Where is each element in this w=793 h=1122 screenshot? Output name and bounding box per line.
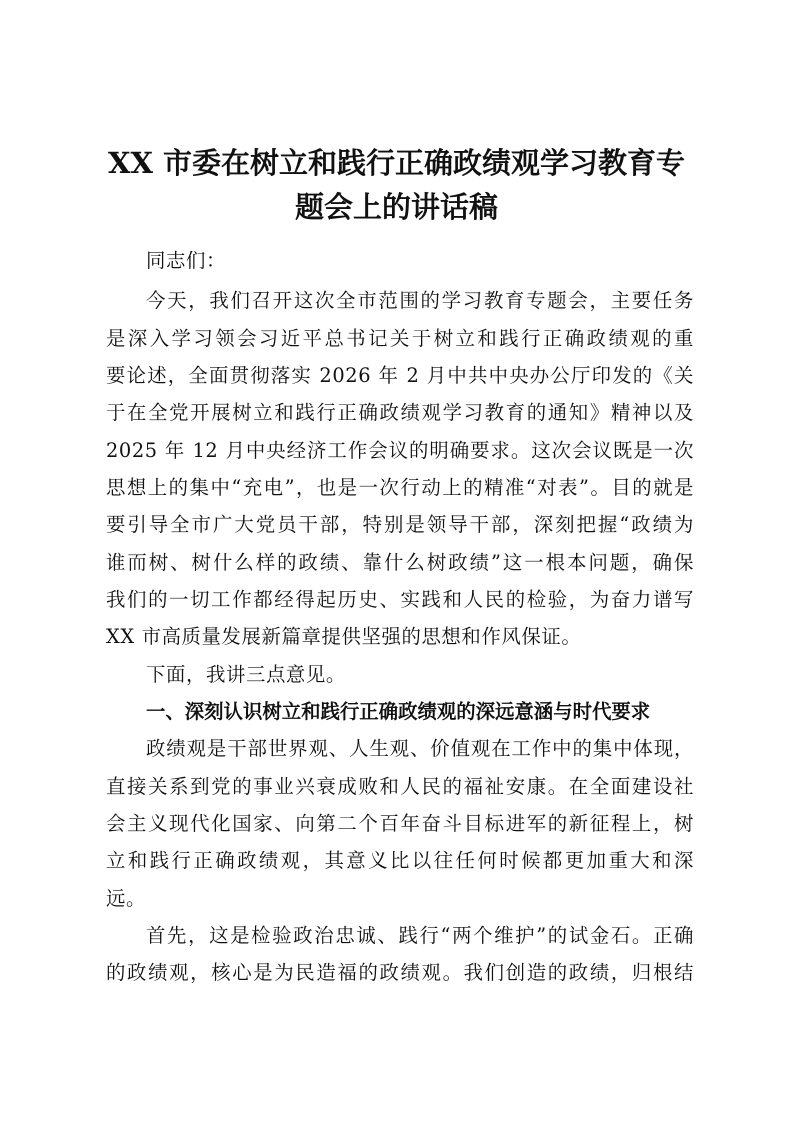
paragraph-line: 会主义现代化国家、向第二个百年奋斗目标进军的新征程上，树: [106, 812, 694, 835]
paragraph-line: 思想上的集中“充电”，也是一次行动上的精准“对表”。目的就是: [106, 476, 694, 499]
paragraph-line: 是深入学习领会习近平总书记关于树立和践行正确政绩观的重: [106, 327, 694, 350]
document-title-line-1: XX 市委在树立和践行正确政绩观学习教育专: [107, 146, 686, 180]
paragraph-line: 立和践行正确政绩观，其意义比以往任何时候都更加重大和深: [106, 849, 694, 872]
paragraph-line: 首先，这是检验政治忠诚、践行“两个维护”的试金石。正确: [146, 924, 694, 947]
paragraph-line: 要引导全市广大党员干部，特别是领导干部，深刻把握“政绩为: [106, 513, 694, 536]
paragraph-line: 于在全党开展树立和践行正确政绩观学习教育的通知》精神以及: [106, 401, 694, 424]
paragraph-line: 远。: [106, 887, 146, 910]
paragraph-line: XX 市高质量发展新篇章提供坚强的思想和作风保证。: [106, 625, 582, 648]
document-title-line-2: 题会上的讲话稿: [294, 190, 498, 224]
paragraph-line: 我们的一切工作都经得起历史、实践和人民的检验，为奋力谱写: [106, 588, 694, 611]
section-heading: 一、深刻认识树立和践行正确政绩观的深远意涵与时代要求: [146, 700, 651, 723]
paragraph-line: 直接关系到党的事业兴衰成败和人民的福祉安康。在全面建设社: [106, 775, 694, 798]
salutation: 同志们：: [146, 249, 226, 272]
paragraph-line: 的政绩观，核心是为民造福的政绩观。我们创造的政绩，归根结: [106, 961, 694, 984]
paragraph-line: 下面，我讲三点意见。: [146, 663, 346, 686]
paragraph-line: 政绩观是干部世界观、人生观、价值观在工作中的集中体现，: [146, 737, 694, 760]
paragraph-line: 谁而树、树什么样的政绩、靠什么树政绩”这一根本问题，确保: [106, 551, 694, 574]
paragraph-line: 2025 年 12 月中央经济工作会议的明确要求。这次会议既是一次: [106, 439, 694, 462]
paragraph-line: 要论述，全面贯彻落实 2026 年 2 月中共中央办公厅印发的《关: [106, 364, 694, 387]
paragraph-line: 今天，我们召开这次全市范围的学习教育专题会，主要任务: [146, 289, 694, 312]
